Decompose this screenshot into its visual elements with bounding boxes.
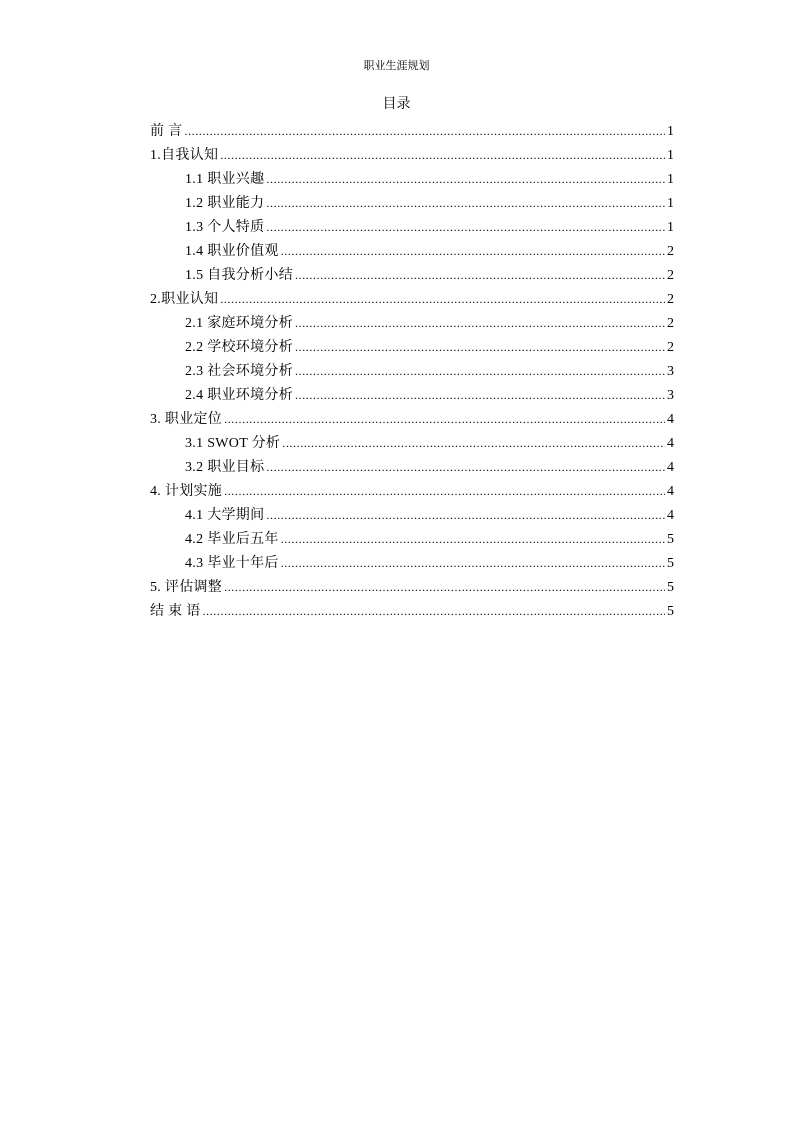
toc-entry-page: 4 (667, 484, 674, 499)
toc-entry-page: 5 (667, 580, 674, 595)
toc-entry[interactable] (150, 431, 674, 455)
toc-entry[interactable] (150, 599, 674, 623)
toc-dot-leader (281, 527, 665, 551)
toc-entry-label: 5. 评估调整 (150, 580, 223, 595)
toc-entry[interactable] (150, 551, 674, 575)
toc-entry-page: 1 (667, 124, 674, 139)
toc-dot-leader (224, 407, 665, 431)
toc-entry-page: 2 (667, 292, 674, 307)
toc-entry[interactable] (150, 287, 674, 311)
toc-entry-label: 1.5 自我分析小结 (185, 268, 293, 283)
toc-entry-label: 1.2 职业能力 (185, 196, 265, 211)
toc-entry-label: 前 言 (150, 124, 183, 139)
toc-dot-leader (224, 479, 665, 503)
page-header: 职业生涯规划 (363, 60, 430, 72)
toc-dot-leader (220, 143, 665, 167)
toc-dot-leader (295, 335, 665, 359)
toc-entry[interactable] (150, 215, 674, 239)
toc-entry-label: 2.1 家庭环境分析 (185, 316, 293, 331)
toc-entry-label: 1.自我认知 (150, 148, 219, 163)
toc-entry-page: 4 (667, 436, 674, 451)
toc-dot-leader (224, 575, 665, 599)
toc-entry[interactable] (150, 407, 674, 431)
toc-entry-label: 3. 职业定位 (150, 412, 223, 427)
toc-entry-label: 1.4 职业价值观 (185, 244, 279, 259)
toc-entry[interactable] (150, 239, 674, 263)
toc-entry-page: 1 (667, 172, 674, 187)
toc-entry-label: 1.1 职业兴趣 (185, 172, 265, 187)
toc-entry-page: 1 (667, 196, 674, 211)
toc-dot-leader (295, 263, 665, 287)
toc-entry-page: 5 (667, 556, 674, 571)
toc-dot-leader (220, 287, 665, 311)
toc-entry-label: 2.职业认知 (150, 292, 219, 307)
toc-entry[interactable] (150, 143, 674, 167)
toc-entry[interactable] (150, 335, 674, 359)
toc-dot-leader (281, 239, 665, 263)
toc-dot-leader (295, 311, 665, 335)
toc-entry[interactable] (150, 191, 674, 215)
toc-entry[interactable] (150, 167, 674, 191)
toc-entry-page: 4 (667, 412, 674, 427)
toc-entry[interactable] (150, 383, 674, 407)
toc-entry[interactable] (150, 503, 674, 527)
toc-dot-leader (281, 551, 665, 575)
toc-entry-page: 3 (667, 388, 674, 403)
toc-dot-leader (266, 503, 665, 527)
toc-entry-page: 5 (667, 532, 674, 547)
toc-entry[interactable] (150, 263, 674, 287)
toc-entry-label: 2.3 社会环境分析 (185, 364, 293, 379)
toc-entry[interactable] (150, 527, 674, 551)
toc-dot-leader (266, 455, 665, 479)
toc-entry[interactable] (150, 359, 674, 383)
toc-dot-leader (184, 119, 665, 143)
toc-dot-leader (266, 167, 665, 191)
toc-entry-label: 4. 计划实施 (150, 484, 223, 499)
toc-dot-leader (266, 191, 665, 215)
toc-entry-label: 1.3 个人特质 (185, 220, 265, 235)
toc-entry-label: 4.1 大学期间 (185, 508, 265, 523)
toc-dot-leader (266, 215, 665, 239)
toc-entry-page: 1 (667, 220, 674, 235)
toc-entry[interactable] (150, 455, 674, 479)
toc-dot-leader (295, 359, 665, 383)
toc-entry[interactable] (150, 479, 674, 503)
toc-entry[interactable] (150, 311, 674, 335)
toc-entry-page: 2 (667, 316, 674, 331)
toc-dot-leader (203, 599, 666, 623)
toc-entry-label: 2.2 学校环境分析 (185, 340, 293, 355)
table-of-contents (150, 119, 674, 623)
toc-entry[interactable] (150, 575, 674, 599)
toc-entry-page: 2 (667, 244, 674, 259)
toc-entry-page: 3 (667, 364, 674, 379)
toc-dot-leader (295, 383, 665, 407)
toc-entry-page: 4 (667, 508, 674, 523)
toc-entry-label: 3.2 职业目标 (185, 460, 265, 475)
toc-title: 目录 (382, 97, 411, 112)
toc-entry-page: 2 (667, 340, 674, 355)
toc-entry[interactable] (150, 119, 674, 143)
toc-entry-page: 2 (667, 268, 674, 283)
toc-entry-label: 4.3 毕业十年后 (185, 556, 279, 571)
toc-dot-leader (282, 431, 665, 455)
toc-entry-label: 结 束 语 (150, 604, 201, 619)
toc-entry-page: 4 (667, 460, 674, 475)
toc-entry-page: 1 (667, 148, 674, 163)
toc-entry-label: 4.2 毕业后五年 (185, 532, 279, 547)
toc-entry-label: 2.4 职业环境分析 (185, 388, 293, 403)
toc-entry-page: 5 (667, 604, 674, 619)
toc-entry-label: 3.1 SWOT 分析 (185, 436, 281, 451)
